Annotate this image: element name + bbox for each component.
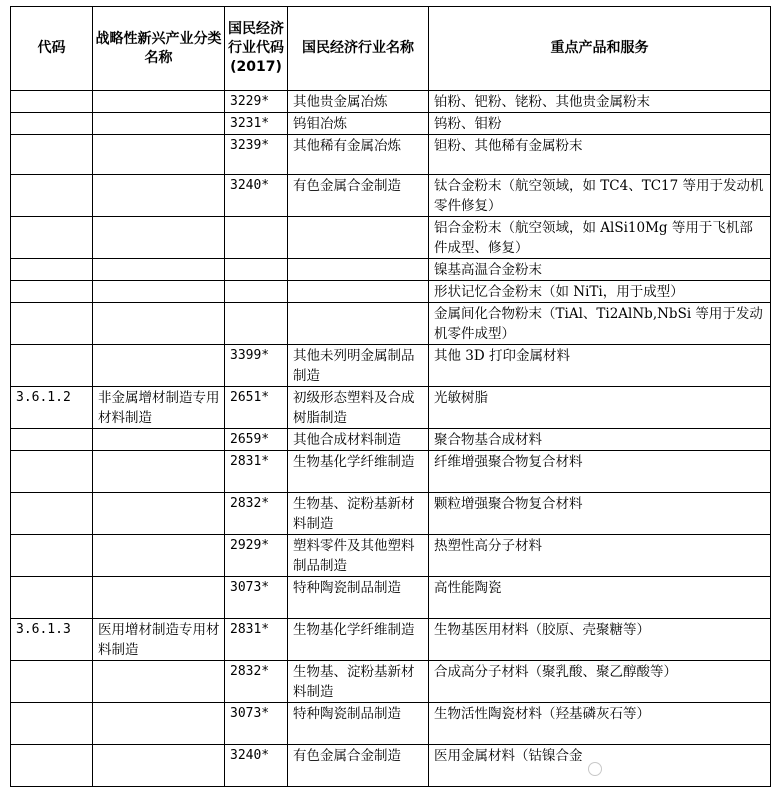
table-row	[11, 175, 771, 217]
cell-industry-code	[225, 217, 288, 259]
cell-industry-code: 3399*	[225, 345, 288, 387]
cell-industry-name: 生物基化学纤维制造	[288, 451, 429, 493]
cell-category	[93, 451, 225, 493]
cell-industry-name: 初级形态塑料及合成树脂制造	[288, 387, 429, 429]
cell-category	[93, 217, 225, 259]
cell-category	[93, 493, 225, 535]
cell-industry-code	[225, 303, 288, 345]
header-industry-code: 国民经济行业代码(2017)	[225, 7, 288, 91]
cell-industry-code	[225, 259, 288, 281]
table-row	[11, 217, 771, 259]
cell-industry-name: 塑料零件及其他塑料制品制造	[288, 535, 429, 577]
cell-code	[11, 135, 93, 175]
cell-product: 钨粉、钼粉	[429, 113, 771, 135]
cell-industry-code: 2929*	[225, 535, 288, 577]
cell-industry-code: 3240*	[225, 745, 288, 787]
cell-product: 聚合物基合成材料	[429, 429, 771, 451]
header-industry-name: 国民经济行业名称	[288, 7, 429, 91]
cell-product: 热塑性高分子材料	[429, 535, 771, 577]
cell-code	[11, 429, 93, 451]
cell-category: 医用增材制造专用材料制造	[93, 619, 225, 661]
cell-industry-name: 其他贵金属冶炼	[288, 91, 429, 113]
table-row	[11, 577, 771, 619]
table-row	[11, 661, 771, 703]
cell-category	[93, 259, 225, 281]
cell-code	[11, 217, 93, 259]
cell-category	[93, 175, 225, 217]
cell-industry-code: 2832*	[225, 661, 288, 703]
cell-industry-code: 3073*	[225, 577, 288, 619]
cell-industry-code: 3240*	[225, 175, 288, 217]
table-row	[11, 303, 771, 345]
cell-code	[11, 703, 93, 745]
cell-product: 形状记忆合金粉末（如 NiTi，用于成型）	[429, 281, 771, 303]
cell-product: 钛合金粉末（航空领域，如 TC4、TC17 等用于发动机零件修复）	[429, 175, 771, 217]
watermark-logo-icon	[588, 762, 602, 776]
cell-industry-code: 3239*	[225, 135, 288, 175]
cell-code: 3.6.1.3	[11, 619, 93, 661]
cell-product: 生物基医用材料（胶原、壳聚糖等）	[429, 619, 771, 661]
cell-product: 镍基高温合金粉末	[429, 259, 771, 281]
cell-industry-code: 2651*	[225, 387, 288, 429]
cell-industry-name	[288, 281, 429, 303]
cell-category	[93, 703, 225, 745]
cell-industry-code: 3229*	[225, 91, 288, 113]
header-row	[11, 7, 771, 91]
cell-industry-name: 生物基化学纤维制造	[288, 619, 429, 661]
cell-industry-name: 生物基、淀粉基新材料制造	[288, 493, 429, 535]
table-row	[11, 493, 771, 535]
cell-industry-code: 2831*	[225, 451, 288, 493]
table-row	[11, 281, 771, 303]
cell-product: 高性能陶瓷	[429, 577, 771, 619]
table-row	[11, 345, 771, 387]
cell-category	[93, 113, 225, 135]
cell-industry-name: 有色金属合金制造	[288, 175, 429, 217]
cell-code	[11, 493, 93, 535]
cell-category: 非金属增材制造专用材料制造	[93, 387, 225, 429]
cell-industry-code: 3231*	[225, 113, 288, 135]
cell-product: 合成高分子材料（聚乳酸、聚乙醇酸等）	[429, 661, 771, 703]
cell-category	[93, 303, 225, 345]
table-row	[11, 135, 771, 175]
cell-industry-name: 生物基、淀粉基新材料制造	[288, 661, 429, 703]
cell-code	[11, 535, 93, 577]
cell-code	[11, 113, 93, 135]
cell-industry-code: 2832*	[225, 493, 288, 535]
cell-category	[93, 745, 225, 787]
cell-industry-name: 其他稀有金属冶炼	[288, 135, 429, 175]
cell-category	[93, 91, 225, 113]
table-row	[11, 429, 771, 451]
cell-product: 生物活性陶瓷材料（羟基磷灰石等）	[429, 703, 771, 745]
cell-industry-name: 其他合成材料制造	[288, 429, 429, 451]
cell-category	[93, 535, 225, 577]
cell-industry-code: 2831*	[225, 619, 288, 661]
cell-code	[11, 303, 93, 345]
cell-industry-name	[288, 217, 429, 259]
watermark	[588, 761, 748, 783]
cell-product: 医用金属材料（钴镍合金	[429, 745, 771, 787]
cell-product: 其他 3D 打印金属材料	[429, 345, 771, 387]
cell-category	[93, 135, 225, 175]
cell-product: 颗粒增强聚合物复合材料	[429, 493, 771, 535]
table-row	[11, 113, 771, 135]
industry-classification-table	[10, 6, 771, 787]
cell-category	[93, 661, 225, 703]
cell-industry-name: 钨钼冶炼	[288, 113, 429, 135]
cell-code	[11, 661, 93, 703]
cell-code	[11, 175, 93, 217]
cell-code	[11, 281, 93, 303]
cell-industry-name: 特种陶瓷制品制造	[288, 703, 429, 745]
cell-industry-name	[288, 259, 429, 281]
cell-code	[11, 745, 93, 787]
cell-code	[11, 91, 93, 113]
header-code: 代码	[11, 7, 93, 91]
cell-product: 光敏树脂	[429, 387, 771, 429]
cell-code	[11, 345, 93, 387]
cell-product: 钽粉、其他稀有金属粉末	[429, 135, 771, 175]
cell-industry-name: 特种陶瓷制品制造	[288, 577, 429, 619]
cell-category	[93, 577, 225, 619]
cell-industry-name	[288, 303, 429, 345]
cell-category	[93, 345, 225, 387]
table-row	[11, 619, 771, 661]
cell-product: 金属间化合物粉末（TiAl、Ti2AlNb,NbSi 等用于发动机零件成型）	[429, 303, 771, 345]
cell-code	[11, 451, 93, 493]
cell-product: 铝合金粉末（航空领域，如 AlSi10Mg 等用于飞机部件成型、修复）	[429, 217, 771, 259]
cell-code	[11, 259, 93, 281]
table-row	[11, 91, 771, 113]
cell-industry-code: 2659*	[225, 429, 288, 451]
cell-category	[93, 281, 225, 303]
table-row	[11, 259, 771, 281]
table-body	[11, 91, 771, 787]
cell-category	[93, 429, 225, 451]
header-products: 重点产品和服务	[429, 7, 771, 91]
cell-industry-name: 其他未列明金属制品制造	[288, 345, 429, 387]
cell-industry-code: 3073*	[225, 703, 288, 745]
cell-code: 3.6.1.2	[11, 387, 93, 429]
cell-industry-code	[225, 281, 288, 303]
table-row	[11, 387, 771, 429]
cell-code	[11, 577, 93, 619]
table-row	[11, 703, 771, 745]
cell-industry-name: 有色金属合金制造	[288, 745, 429, 787]
header-category: 战略性新兴产业分类名称	[93, 7, 225, 91]
cell-product: 铂粉、钯粉、铑粉、其他贵金属粉末	[429, 91, 771, 113]
table-row	[11, 535, 771, 577]
cell-product: 纤维增强聚合物复合材料	[429, 451, 771, 493]
table-row	[11, 451, 771, 493]
